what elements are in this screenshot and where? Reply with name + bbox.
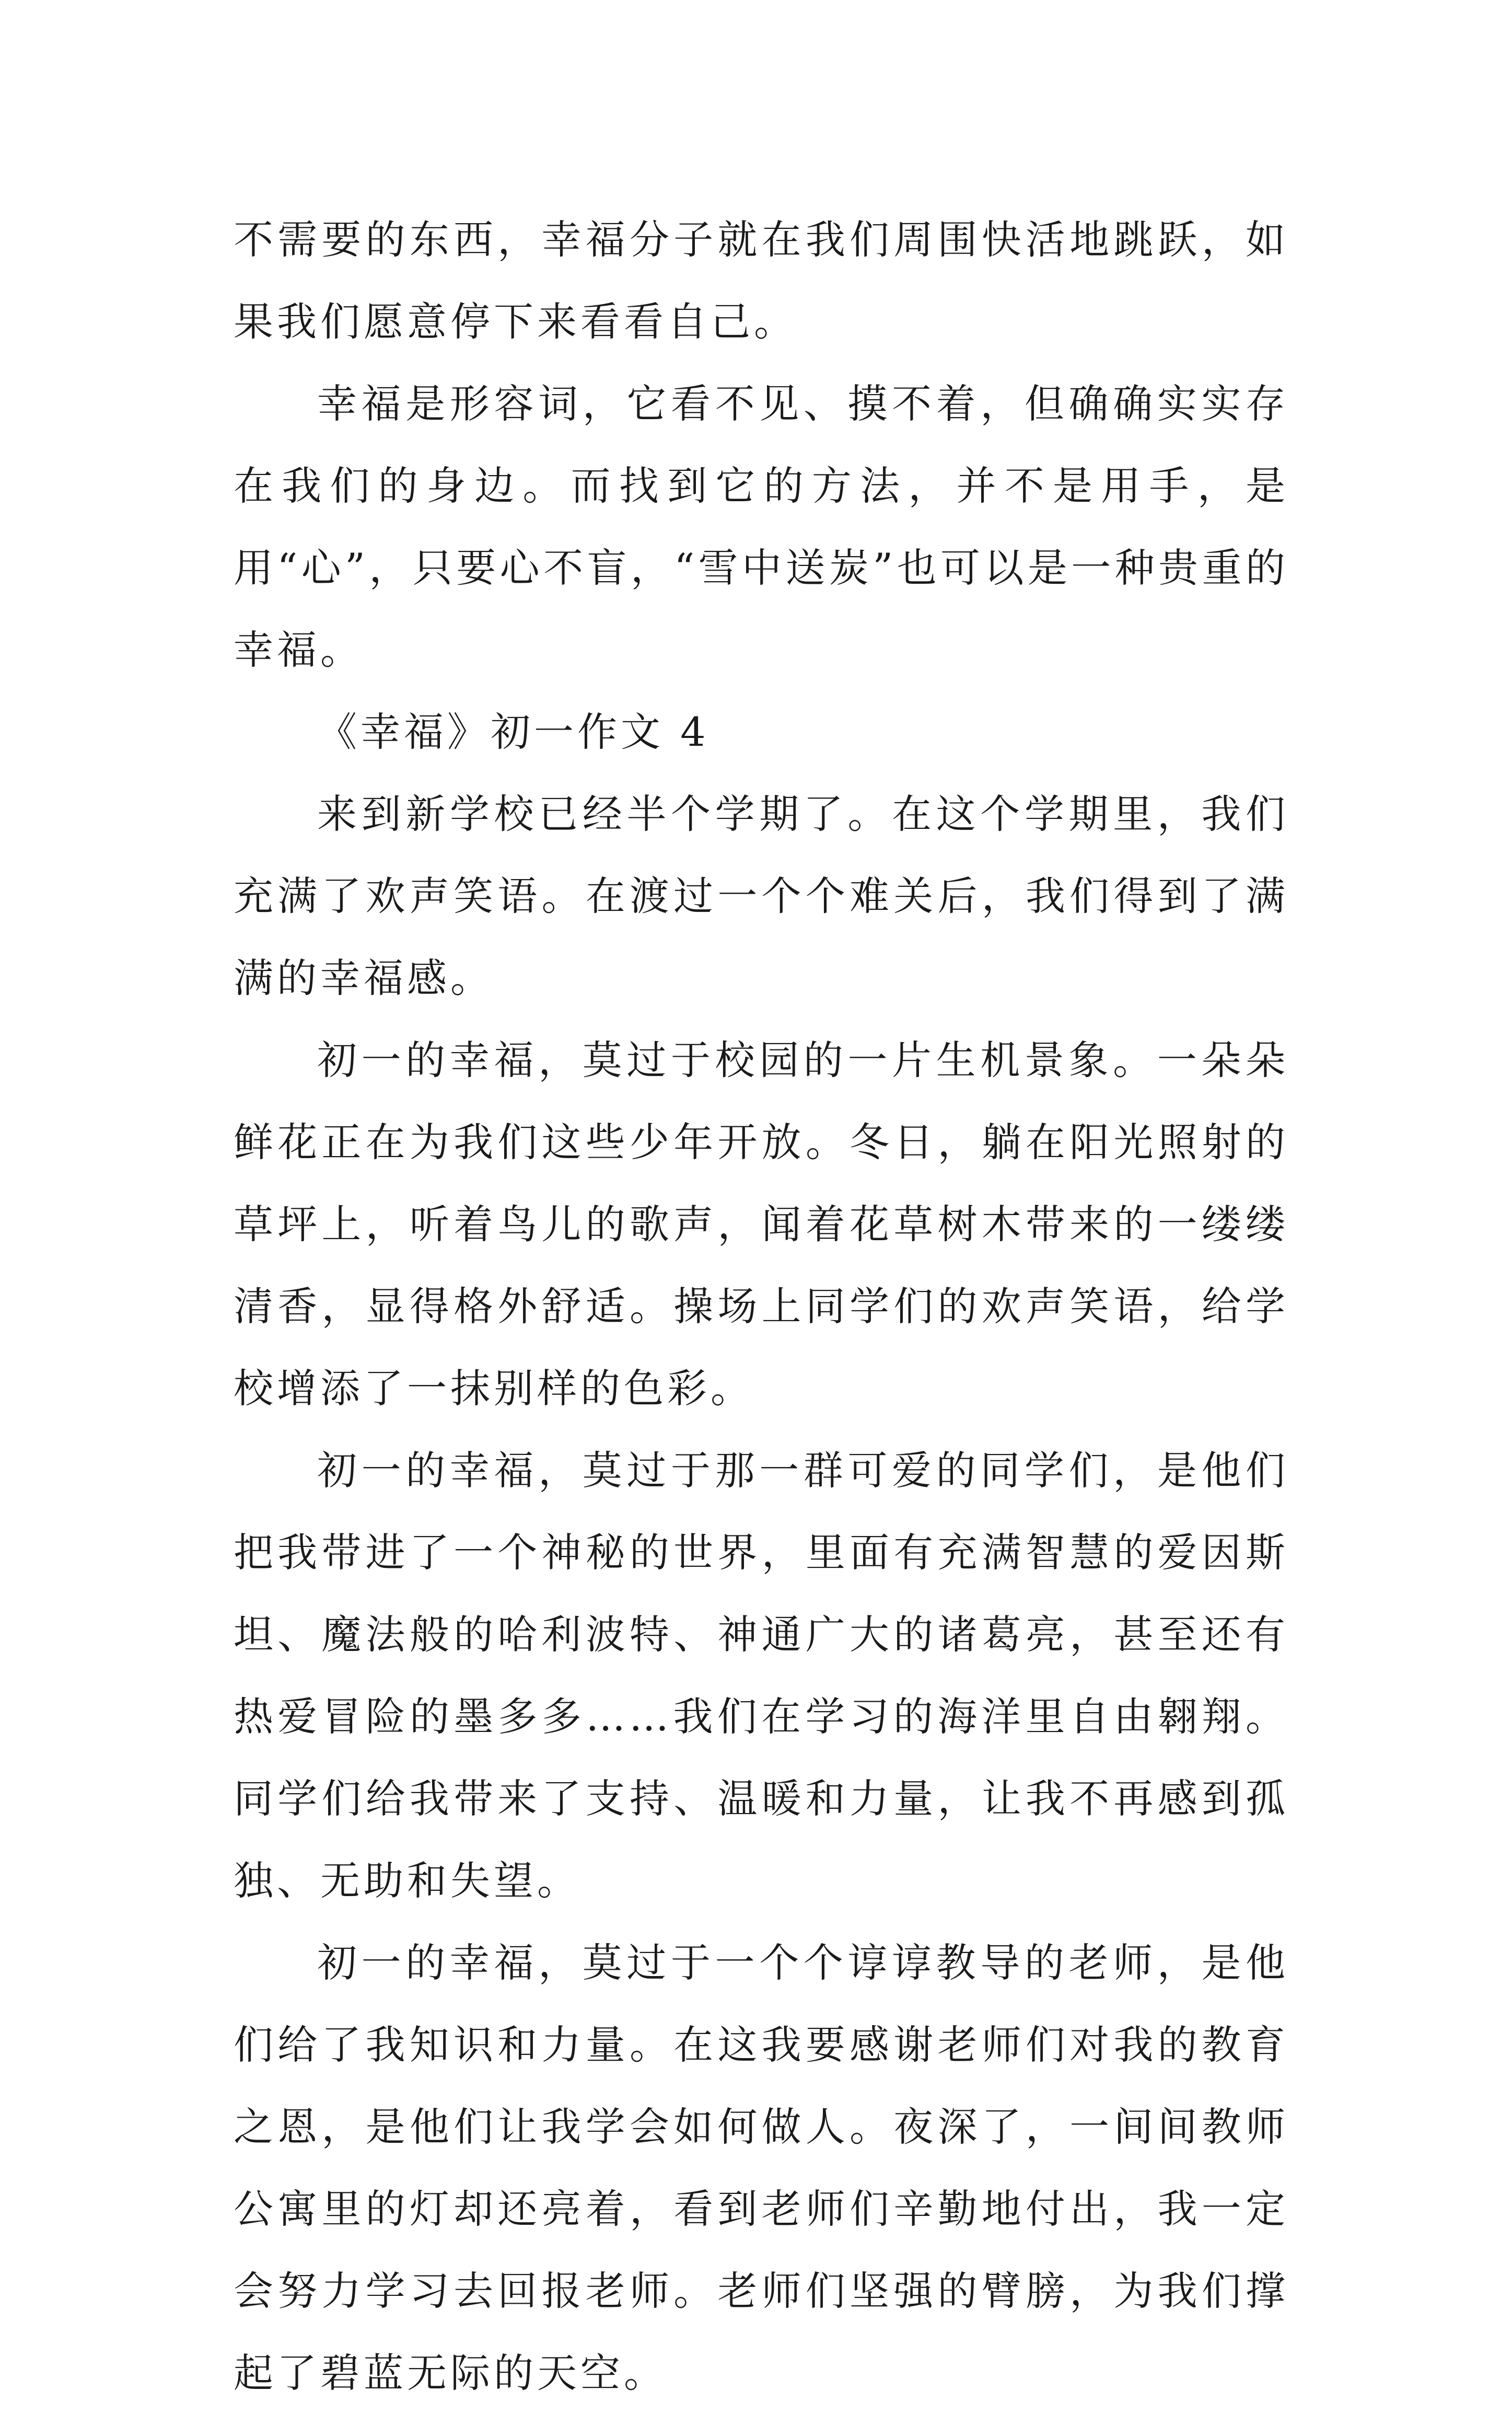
paragraph-new-school: 来到新学校已经半个学期了。在这个学期里，我们充满了欢声笑语。在渡过一个个难关后，我们得到了满满的幸福感。: [234, 791, 1289, 1001]
paragraph-teachers: 初一的幸福，莫过于一个个谆谆教导的老师，是他们给了我知识和力量。在这我要感谢老师们对我的教育之恩，是他们让我学会如何做人。夜深了，一间间教师公寓里的灯却还亮着，看到老师们辛勤地付出，我一定会努力学习去回报老师。老师们坚强的臂膀，为我们撑起了碧蓝无际的天空。: [234, 1939, 1289, 2396]
paragraph-continuation: 不需要的东西，幸福分子就在我们周围快活地跳跃，如果我们愿意停下来看看自己。: [234, 216, 1289, 345]
essay-title: 《幸福》初一作文 4: [317, 709, 710, 755]
paragraph-happiness-adjective: 幸福是形容词，它看不见、摸不着，但确确实实存在我们的身边。而找到它的方法，并不是用手，是用“心”，只要心不盲，“雪中送炭”也可以是一种贵重的幸福。: [234, 380, 1289, 673]
paragraph-campus: 初一的幸福，莫过于校园的一片生机景象。一朵朵鲜花正在为我们这些少年开放。冬日，躺在阳光照射的草坪上，听着鸟儿的歌声，闻着花草树木带来的一缕缕清香，显得格外舒适。操场上同学们的欢声笑语，给学校增添了一抹别样的色彩。: [234, 1037, 1289, 1412]
document-body: [234, 199, 1289, 2414]
paragraph-classmates: 初一的幸福，莫过于那一群可爱的同学们，是他们把我带进了一个神秘的世界，里面有充满智慧的爱因斯坦、魔法般的哈利波特、神通广大的诸葛亮，甚至还有热爱冒险的墨多多……我们在学习的海洋里自由翱翔。同学们给我带来了支持、温暖和力量，让我不再感到孤独、无助和失望。: [234, 1447, 1289, 1904]
